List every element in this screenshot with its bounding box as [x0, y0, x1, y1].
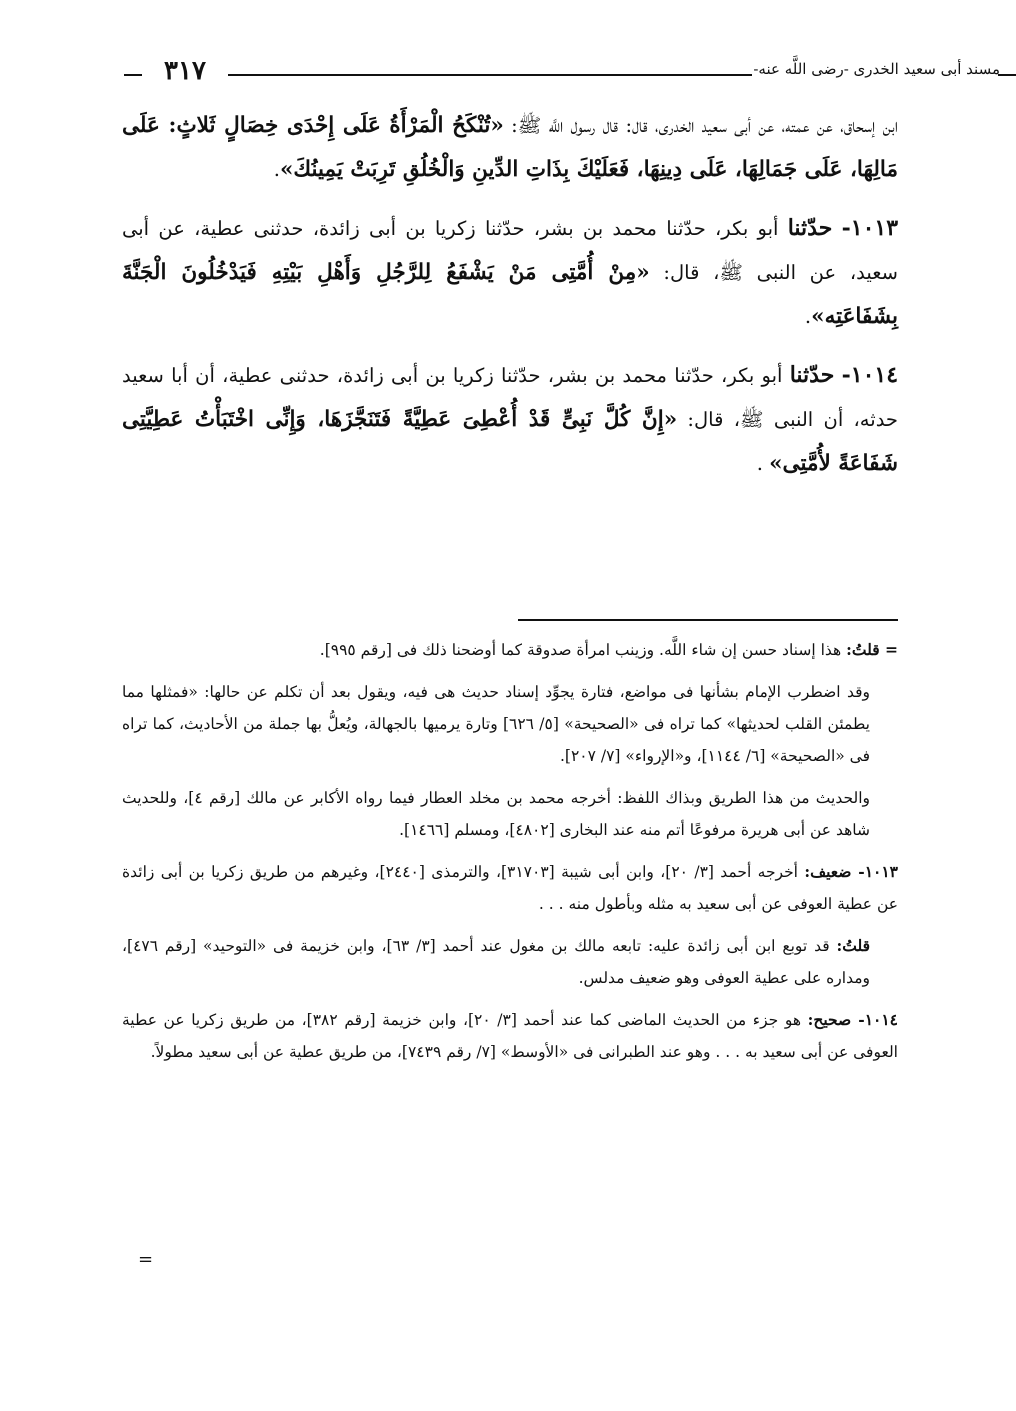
footnote-lead: ١٠١٤- صحيح: [807, 1010, 899, 1029]
header-rule-left [124, 74, 142, 76]
footnote-commentary [122, 676, 898, 772]
hadith-text: «إِنَّ كُلَّ نَبِىٍّ قَدْ أُعْطِىَ عَطِيَّةً فَتَنَجَّزَهَا، وَإِنِّى اخْتَبَأْتُ عَطِيَّتِى شَفَاعَةً لأُمَّتِى» [122, 407, 898, 476]
period: . [804, 305, 812, 328]
footnote-text: أخرجه أحمد [٣/ ٢٠]، وابن أبى شيبة [٣١٧٠٣]، والترمذى [٢٤٤٠]، وغيرهم من طريق زكريا بن أبى زائدة عن عطية العوفى عن أبى سعيد به مثله وبأطول منه . . . [122, 863, 898, 913]
hadith-1012-continuation [122, 104, 898, 192]
footnote-lead: ١٠١٣- ضعيف: [804, 862, 899, 881]
footnote-text: هو جزء من الحديث الماضى كما عند أحمد [٣/ ٢٠]، وابن خزيمة [رقم ٣٨٢]، من طريق زكريا عن عطية العوفى عن أبى سعيد به . . . وهو عند الطبرانى فى «الأوسط» [٧/ رقم ٧٤٣٩]، من طريق عطية عن أبى سعيد مطولاً. [122, 1011, 898, 1061]
footnote-text: وقد اضطرب الإمام بشأنها فى مواضع، فتارة يجوِّد إسناد حديث هى فيه، ويقول بعد أن تكلم عن حالها: «فمثلها مما يطمئن القلب لحديثها» كما تراه فى «الصحيحة» [٥/ ٦٢٦] وتارة يرميها بالجهالة، ويُعلُّ بها جملة من الأحاديث، كما تراه فى «الصحيحة» [٦/ ١١٤٤]، و«الإرواء» [٧/ ٢٠٧]. [122, 683, 870, 765]
footnote-separator [518, 619, 898, 621]
narration-chain: أبو بكر، حدّثنا محمد بن بشر، حدّثنا زكريا بن أبى زائدة، حدثنى عطية، أن أبا سعيد حدثه، أن النبى ﷺ، قال: [122, 364, 898, 431]
footnote-commentary [122, 634, 898, 666]
period: . [756, 452, 763, 475]
page-number: ٣١٧ [164, 56, 206, 86]
hadith-lead: حدّثنا [787, 215, 833, 241]
hadith-lead: حدّثنا [789, 362, 835, 388]
running-header [124, 54, 1000, 94]
footnote-1013 [122, 856, 898, 920]
header-rule-right [998, 74, 1016, 76]
footnote-commentary [122, 782, 898, 846]
footnote-text: قد توبع ابن أبى زائدة عليه: تابعه مالك بن مغول عند أحمد [٣/ ٦٣]، وابن خزيمة فى «التوحيد» [رقم ٤٧٦]، ومداره على عطية العوفى وهو ضعيف مدلس. [122, 937, 870, 987]
running-title: مسند أبى سعيد الخدرى -رضى اللَّه عنه- [753, 60, 1000, 78]
footnote-1014 [122, 1004, 898, 1068]
footnote-lead: = قلتُ: [846, 640, 898, 659]
main-text [122, 104, 898, 500]
hadith-text: «مِنْ أُمَّتِى مَنْ يَشْفَعُ لِلرَّجُلِ وَأَهْلِ بَيْتِهِ فَيَدْخُلُونَ الْجَنَّةَ بِشَفَاعَتِه» [122, 260, 898, 329]
continuation-mark: = [138, 1249, 154, 1270]
narration-chain: أبو بكر، حدّثنا محمد بن بشر، حدّثنا زكريا بن أبى زائدة، حدثنى عطية، عن أبى سعيد، عن النبى ﷺ، قال: [122, 217, 898, 284]
footnote-commentary [122, 930, 898, 994]
hadith-number: ١٠١٣- [841, 215, 899, 241]
footnote-lead: قلتُ: [836, 936, 870, 955]
period: . [273, 158, 280, 181]
hadith-text: «تُنْكَحُ الْمَرْأَةُ عَلَى إِحْدَى خِصَالٍ ثَلاثٍ: عَلَى مَالِهَا، عَلَى جَمَالِهَا، عَلَى دِينِهَا، فَعَلَيْكَ بِذَاتِ الدِّينِ وَالْخُلُقِ تَرِبَتْ يَمِينُكَ» [122, 113, 898, 182]
hadith-1014 [122, 353, 898, 486]
hadith-1013 [122, 206, 898, 339]
header-rule-middle [228, 74, 752, 76]
narration-chain: ابن إسحاق، عن عمته، عن أبى سعيد الخدرى، قال: قال رسول اللَّه ﷺ: [503, 114, 898, 137]
footnotes [122, 634, 898, 1078]
footnote-text: والحديث من هذا الطريق وبذاك اللفظ: أخرجه محمد بن مخلد العطار فيما رواه الأكابر عن مالك [رقم ٤]، وللحديث شاهد عن أبى هريرة مرفوعًا أتم منه عند البخارى [٤٨٠٢]، ومسلم [١٤٦٦]. [122, 789, 870, 839]
hadith-number: ١٠١٤- [841, 362, 899, 388]
footnote-text: هذا إسناد حسن إن شاء اللَّه. وزينب امرأة صدوقة كما أوضحنا ذلك فى [رقم ٩٩٥]. [319, 641, 842, 659]
